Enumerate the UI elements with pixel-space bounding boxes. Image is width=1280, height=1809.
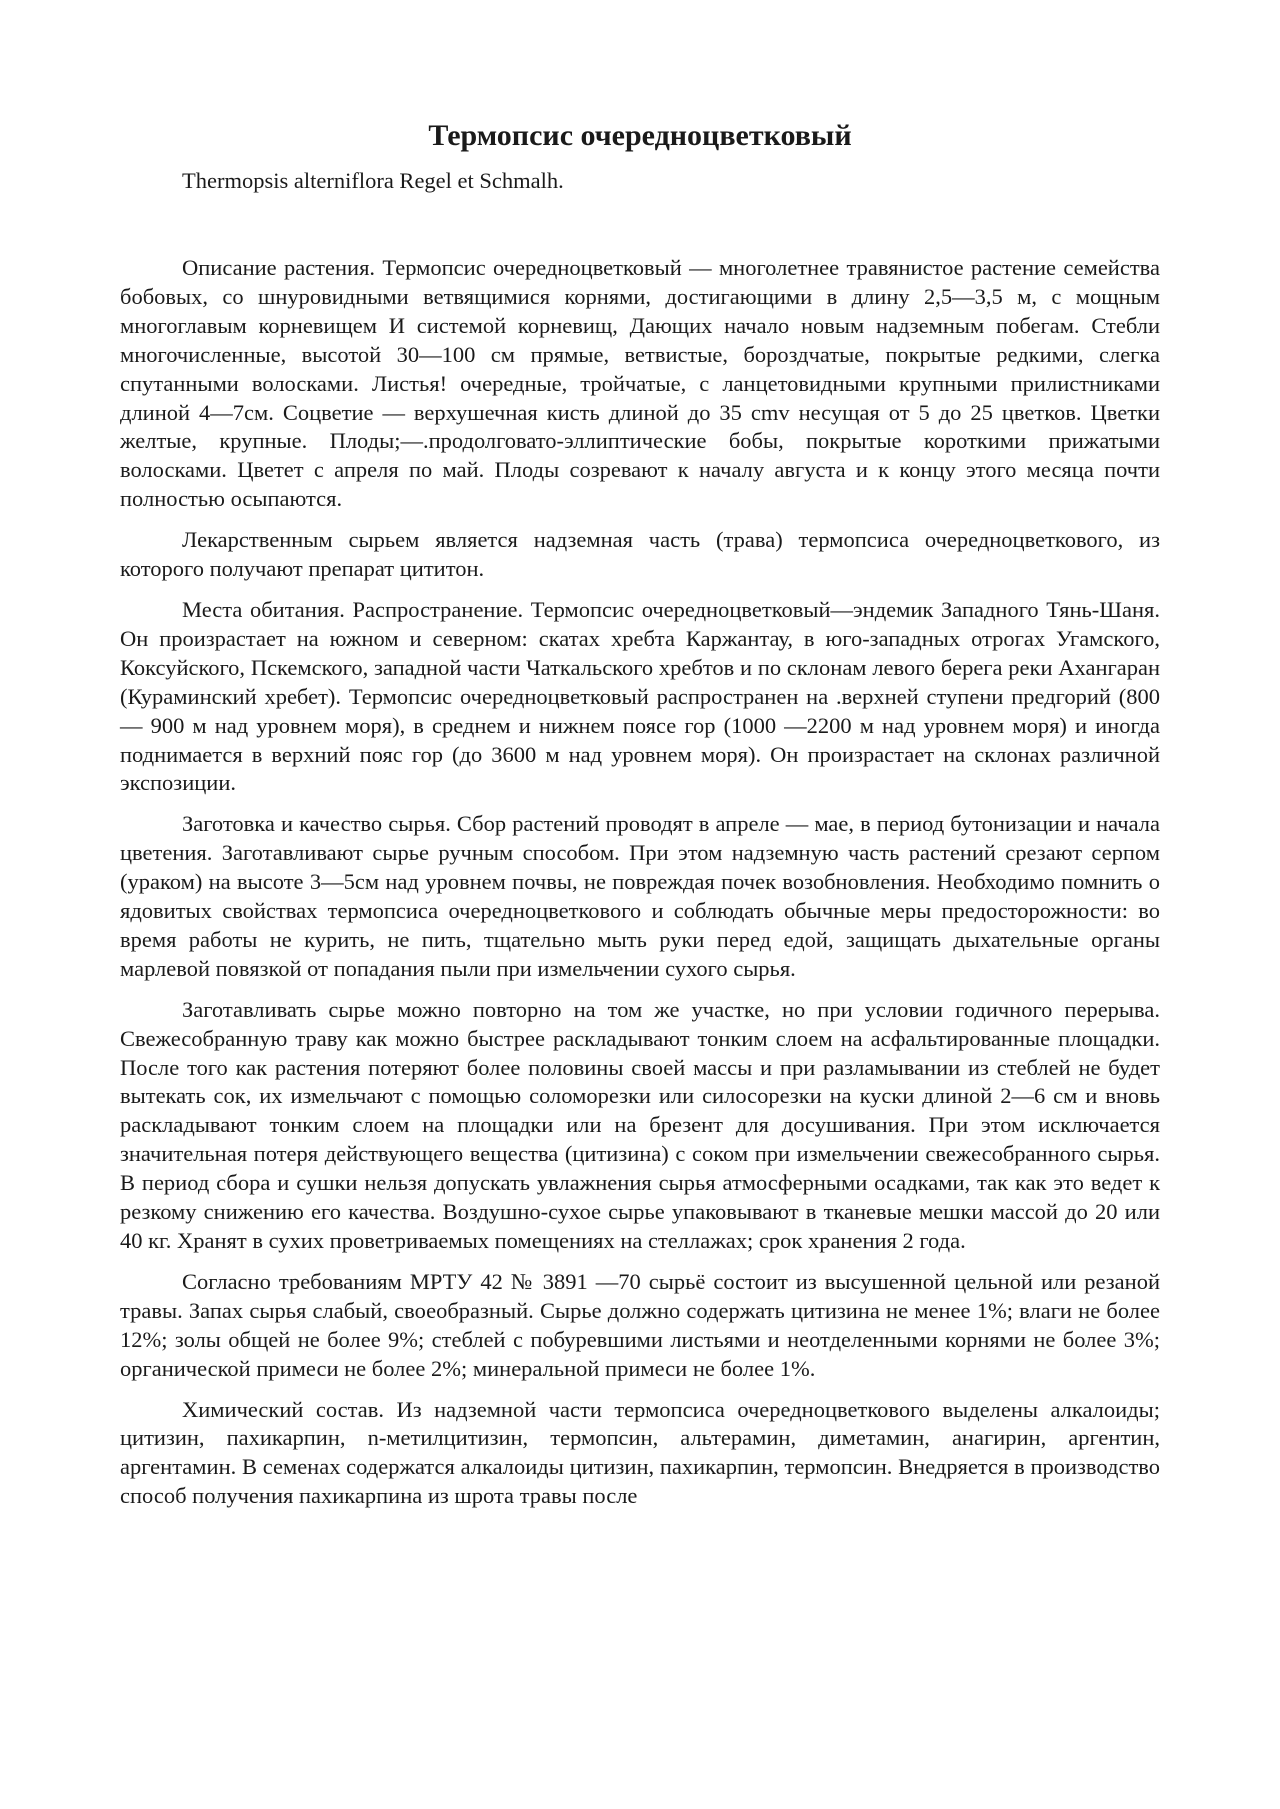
paragraph-habitat: Места обитания. Распространение. Термопсис очередноцветковый—эндемик Западного Тянь-Шаня. Он произрастает на южном и северном: скатах хребта Каржантау, в юго-западных отрогах Угамского, Коксуйского, Пскемского, западной части Чаткальского хребтов и по склонам левого берега реки Ахангаран (Кураминский хребет). Термопсис очередноцветковый распространен на .верхней ступени предгорий (800— 900 м над уровнем моря), в среднем и нижнем поясе гор (1000 —2200 м над уровнем моря) и иногда поднимается в верхний пояс гор (до 3600 м над уровнем моря). Он произрастает на склонах различной экспозиции.	[120, 596, 1160, 796]
document-page	[120, 118, 1160, 1523]
paragraph-harvesting: Заготовка и качество сырья. Сбор растений проводят в апреле — мае, в период бутонизации и начала цветения. Заготавливают сырье ручным способом. При этом надземную часть растений срезают серпом (ураком) на высоте 3—5см над уровнем почвы, не повреждая почек возобновления. Необходимо помнить о ядовитых свойствах термопсиса очередноцветкового и соблюдать обычные меры предосторожности: во время работы не курить, не пить, тщательно мыть руки перед едой, защищать дыхательные органы марлевой повязкой от попадания пыли при измельчении сухого сырья.	[120, 811, 1160, 981]
document-title: Термопсис очередноцветковый	[428, 119, 852, 152]
latin-name: Thermopsis alterniflora Regel et Schmalh.	[182, 168, 564, 193]
paragraph-chemical-composition: Химический состав. Из надземной части термопсиса очередноцветкового выделены алкалоиды; цитизин, пахикарпин, n-метилцитизин, термопсин, альтерамин, диметамин, анагирин, аргентин, аргентамин. В семенах содержатся алкалоиды цитизин, пахикарпин, термопсин. Внедряется в производство способ получения пахикарпина из шрота травы после	[120, 1396, 1160, 1509]
paragraph-requirements: Согласно требованиям МРТУ 42 № 3891 —70 сырьё состоит из высушенной цельной или резаной травы. Запах сырья слабый, своеобразный. Сырье должно содержать цитизина не менее 1%; влаги не более 12%; золы общей не более 9%; стеблей с побуревшими листьями и неотделенными корнями не более 3%; органической примеси не более 2%; минеральной примеси не более 1%.	[120, 1268, 1160, 1381]
paragraph-raw-material: Лекарственным сырьем является надземная часть (трава) термопсиса очередноцветкового, из которого получают препарат цититон.	[120, 527, 1160, 582]
paragraph-drying: Заготавливать сырье можно повторно на том же участке, но при условии годичного перерыва. Свежесобранную траву как можно быстрее раскладывают тонким слоем на асфальтированные площадки. После того как растения потеряют более половины своей массы и при разламывании из стеблей не будет вытекать сок, их измельчают с помощью соломорезки или силосорезки на куски длиной 2—6 см и вновь раскладывают тонким слоем на площадки или на брезент для досушивания. При этом исключается значительная потеря действующего вещества (цитизина) с соком при измельчении свежесобранного сырья. В период сбора и сушки нельзя допускать увлажнения сырья атмосферными осадками, так как это ведет к резкому снижению его качества. Воздушно-сухое сырье упаковывают в тканевые мешки массой до 20 или 40 кг. Хранят в сухих проветриваемых помещениях на стеллажах; срок хранения 2 года.	[120, 996, 1160, 1253]
paragraph-description: Описание растения. Термопсис очередноцветковый — многолетнее травянистое растение семейства бобовых, со шнуровидными ветвящимися корнями, достигающими в длину 2,5—3,5 м, с мощным многоглавым корневищем И системой корневищ, Дающих начало новым надземным побегам. Стебли многочисленные, высотой 30—100 см прямые, ветвистые, бороздчатые, покрытые редкими, слегка спутанными волосками. Листья! очередные, тройчатые, с ланцетовидными крупными прилистниками длиной 4—7см. Соцветие — верхушечная кисть длиной до 35 cmv несущая от 5 до 25 цветков. Цветки желтые, крупные. Плоды;—.продолговато-эллиптические бобы, покрытые короткими прижатыми волосками. Цветет с апреля по май. Плоды созревают к началу августа и к концу этого месяца почти полностью осыпаются.	[120, 255, 1160, 512]
document-body	[120, 254, 1160, 1511]
